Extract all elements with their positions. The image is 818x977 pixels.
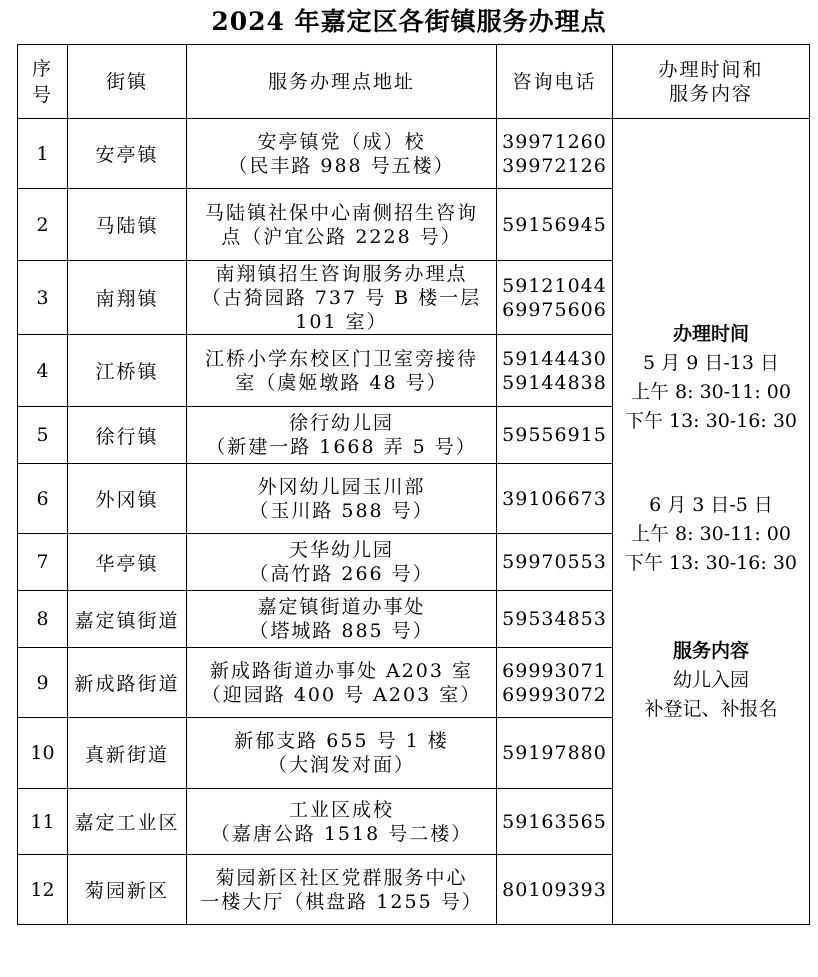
address-line: 点（沪宜公路 2228 号） [221, 225, 462, 248]
row-address [187, 189, 497, 261]
row-no: 8 [18, 591, 68, 648]
phone-number: 59197880 [502, 742, 607, 764]
header-town: 街镇 [68, 45, 187, 119]
address-line: 安亭镇党（成）校 [257, 130, 426, 153]
address-line: 江桥小学东校区门卫室旁接待 [204, 347, 478, 370]
row-phone [497, 119, 613, 189]
row-phone [497, 407, 613, 464]
row-town: 菊园新区 [68, 855, 187, 925]
info-cell [613, 119, 810, 925]
header-no: 序号 [18, 45, 68, 119]
address-line: 徐行幼儿园 [288, 412, 394, 434]
row-town: 新成路街道 [68, 648, 187, 718]
phone-number: 59156945 [502, 213, 607, 236]
address-line: （新建一路 1668 弄 5 号） [206, 436, 477, 458]
address-line: 嘉定镇街道办事处 [257, 596, 426, 618]
row-town: 江桥镇 [68, 335, 187, 407]
service-line1: 幼儿入园 [672, 669, 749, 691]
phone-number: 39971260 [502, 130, 607, 153]
table-header-row [18, 45, 810, 119]
row-address [187, 648, 497, 718]
row-no: 11 [18, 789, 68, 855]
row-town: 安亭镇 [68, 119, 187, 189]
header-address: 服务办理点地址 [187, 45, 497, 119]
row-town: 真新街道 [68, 718, 187, 789]
address-line: （嘉唐公路 1518 号二楼） [210, 822, 473, 845]
row-town: 嘉定镇街道 [68, 591, 187, 648]
row-no: 6 [18, 464, 68, 534]
row-address [187, 407, 497, 464]
service-line2: 补登记、补报名 [644, 698, 778, 720]
row-no: 10 [18, 718, 68, 789]
phone-number: 59121044 [502, 274, 607, 297]
row-phone [497, 855, 613, 925]
period1-am: 上午 8: 30-11: 00 [631, 381, 791, 403]
row-no: 2 [18, 189, 68, 261]
address-line: （塔城路 885 号） [249, 620, 434, 642]
row-no: 12 [18, 855, 68, 925]
phone-number: 69975606 [502, 298, 607, 321]
phone-number: 39972126 [502, 154, 607, 177]
phone-number: 59163565 [502, 810, 607, 833]
address-line: 马陆镇社保中心南侧招生咨询 [204, 201, 478, 224]
row-no: 9 [18, 648, 68, 718]
address-line: （古猗园路 737 号 B 楼一层 [201, 286, 482, 309]
header-info-line2: 服务内容 [668, 82, 753, 105]
address-line: （民丰路 988 号五楼） [228, 154, 455, 177]
phone-number: 59556915 [502, 424, 607, 446]
phone-number: 59144838 [502, 371, 607, 394]
row-address [187, 464, 497, 534]
row-phone [497, 189, 613, 261]
service-points-table [17, 44, 810, 925]
row-town: 南翔镇 [68, 261, 187, 335]
time-heading: 办理时间 [672, 323, 749, 345]
row-address [187, 335, 497, 407]
row-address [187, 718, 497, 789]
period2-date: 6 月 3 日-5 日 [649, 494, 773, 516]
row-address [187, 789, 497, 855]
row-phone [497, 718, 613, 789]
phone-number: 80109393 [502, 878, 607, 901]
row-phone [497, 261, 613, 335]
address-line: 新成路街道办事处 A203 室 [209, 659, 474, 682]
address-line: 室（虞姬墩路 48 号） [235, 371, 448, 394]
address-line: 南翔镇招生咨询服务办理点 [215, 262, 468, 285]
phone-number: 39106673 [502, 487, 607, 510]
header-phone: 咨询电话 [497, 45, 613, 119]
period1-pm: 下午 13: 30-16: 30 [624, 410, 798, 432]
row-town: 徐行镇 [68, 407, 187, 464]
phone-number: 59144430 [502, 347, 607, 370]
row-no: 5 [18, 407, 68, 464]
phone-number: 69993071 [502, 659, 607, 682]
row-address [187, 855, 497, 925]
row-address [187, 591, 497, 648]
phone-number: 59534853 [502, 608, 607, 630]
row-no: 1 [18, 119, 68, 189]
row-town: 马陆镇 [68, 189, 187, 261]
row-phone [497, 591, 613, 648]
phone-number: 69993072 [502, 683, 607, 706]
service-heading: 服务内容 [672, 640, 749, 662]
row-address [187, 534, 497, 591]
address-line: 外冈幼儿园玉川部 [257, 475, 426, 498]
row-town: 华亭镇 [68, 534, 187, 591]
address-line: 101 室） [295, 310, 388, 333]
row-phone [497, 648, 613, 718]
address-line: （玉川路 588 号） [249, 499, 434, 522]
address-line: 一楼大厅（棋盘路 1255 号） [200, 890, 483, 913]
row-address [187, 119, 497, 189]
row-address [187, 261, 497, 335]
page-title: 2024 年嘉定区各街镇服务办理点 [211, 7, 607, 36]
row-no: 4 [18, 335, 68, 407]
phone-number: 59970553 [502, 551, 607, 573]
row-no: 7 [18, 534, 68, 591]
period2-pm: 下午 13: 30-16: 30 [624, 552, 798, 574]
row-phone [497, 464, 613, 534]
row-phone [497, 789, 613, 855]
address-line: （高竹路 266 号） [249, 563, 434, 585]
header-info [613, 45, 810, 119]
address-line: （迎园路 400 号 A203 室） [201, 683, 482, 706]
address-line: 天华幼儿园 [288, 539, 394, 561]
row-phone [497, 335, 613, 407]
address-line: 新郁支路 655 号 1 楼 [234, 730, 449, 752]
header-info-line1: 办理时间和 [658, 58, 764, 81]
address-line: 菊园新区社区党群服务中心 [215, 866, 468, 889]
address-line: 工业区成校 [288, 798, 394, 821]
period2-am: 上午 8: 30-11: 00 [631, 523, 791, 545]
row-town: 外冈镇 [68, 464, 187, 534]
row-no: 3 [18, 261, 68, 335]
period1-date: 5 月 9 日-13 日 [643, 352, 779, 374]
row-town: 嘉定工业区 [68, 789, 187, 855]
table-row [18, 119, 810, 189]
row-phone [497, 534, 613, 591]
address-line: （大润发对面） [267, 754, 415, 776]
